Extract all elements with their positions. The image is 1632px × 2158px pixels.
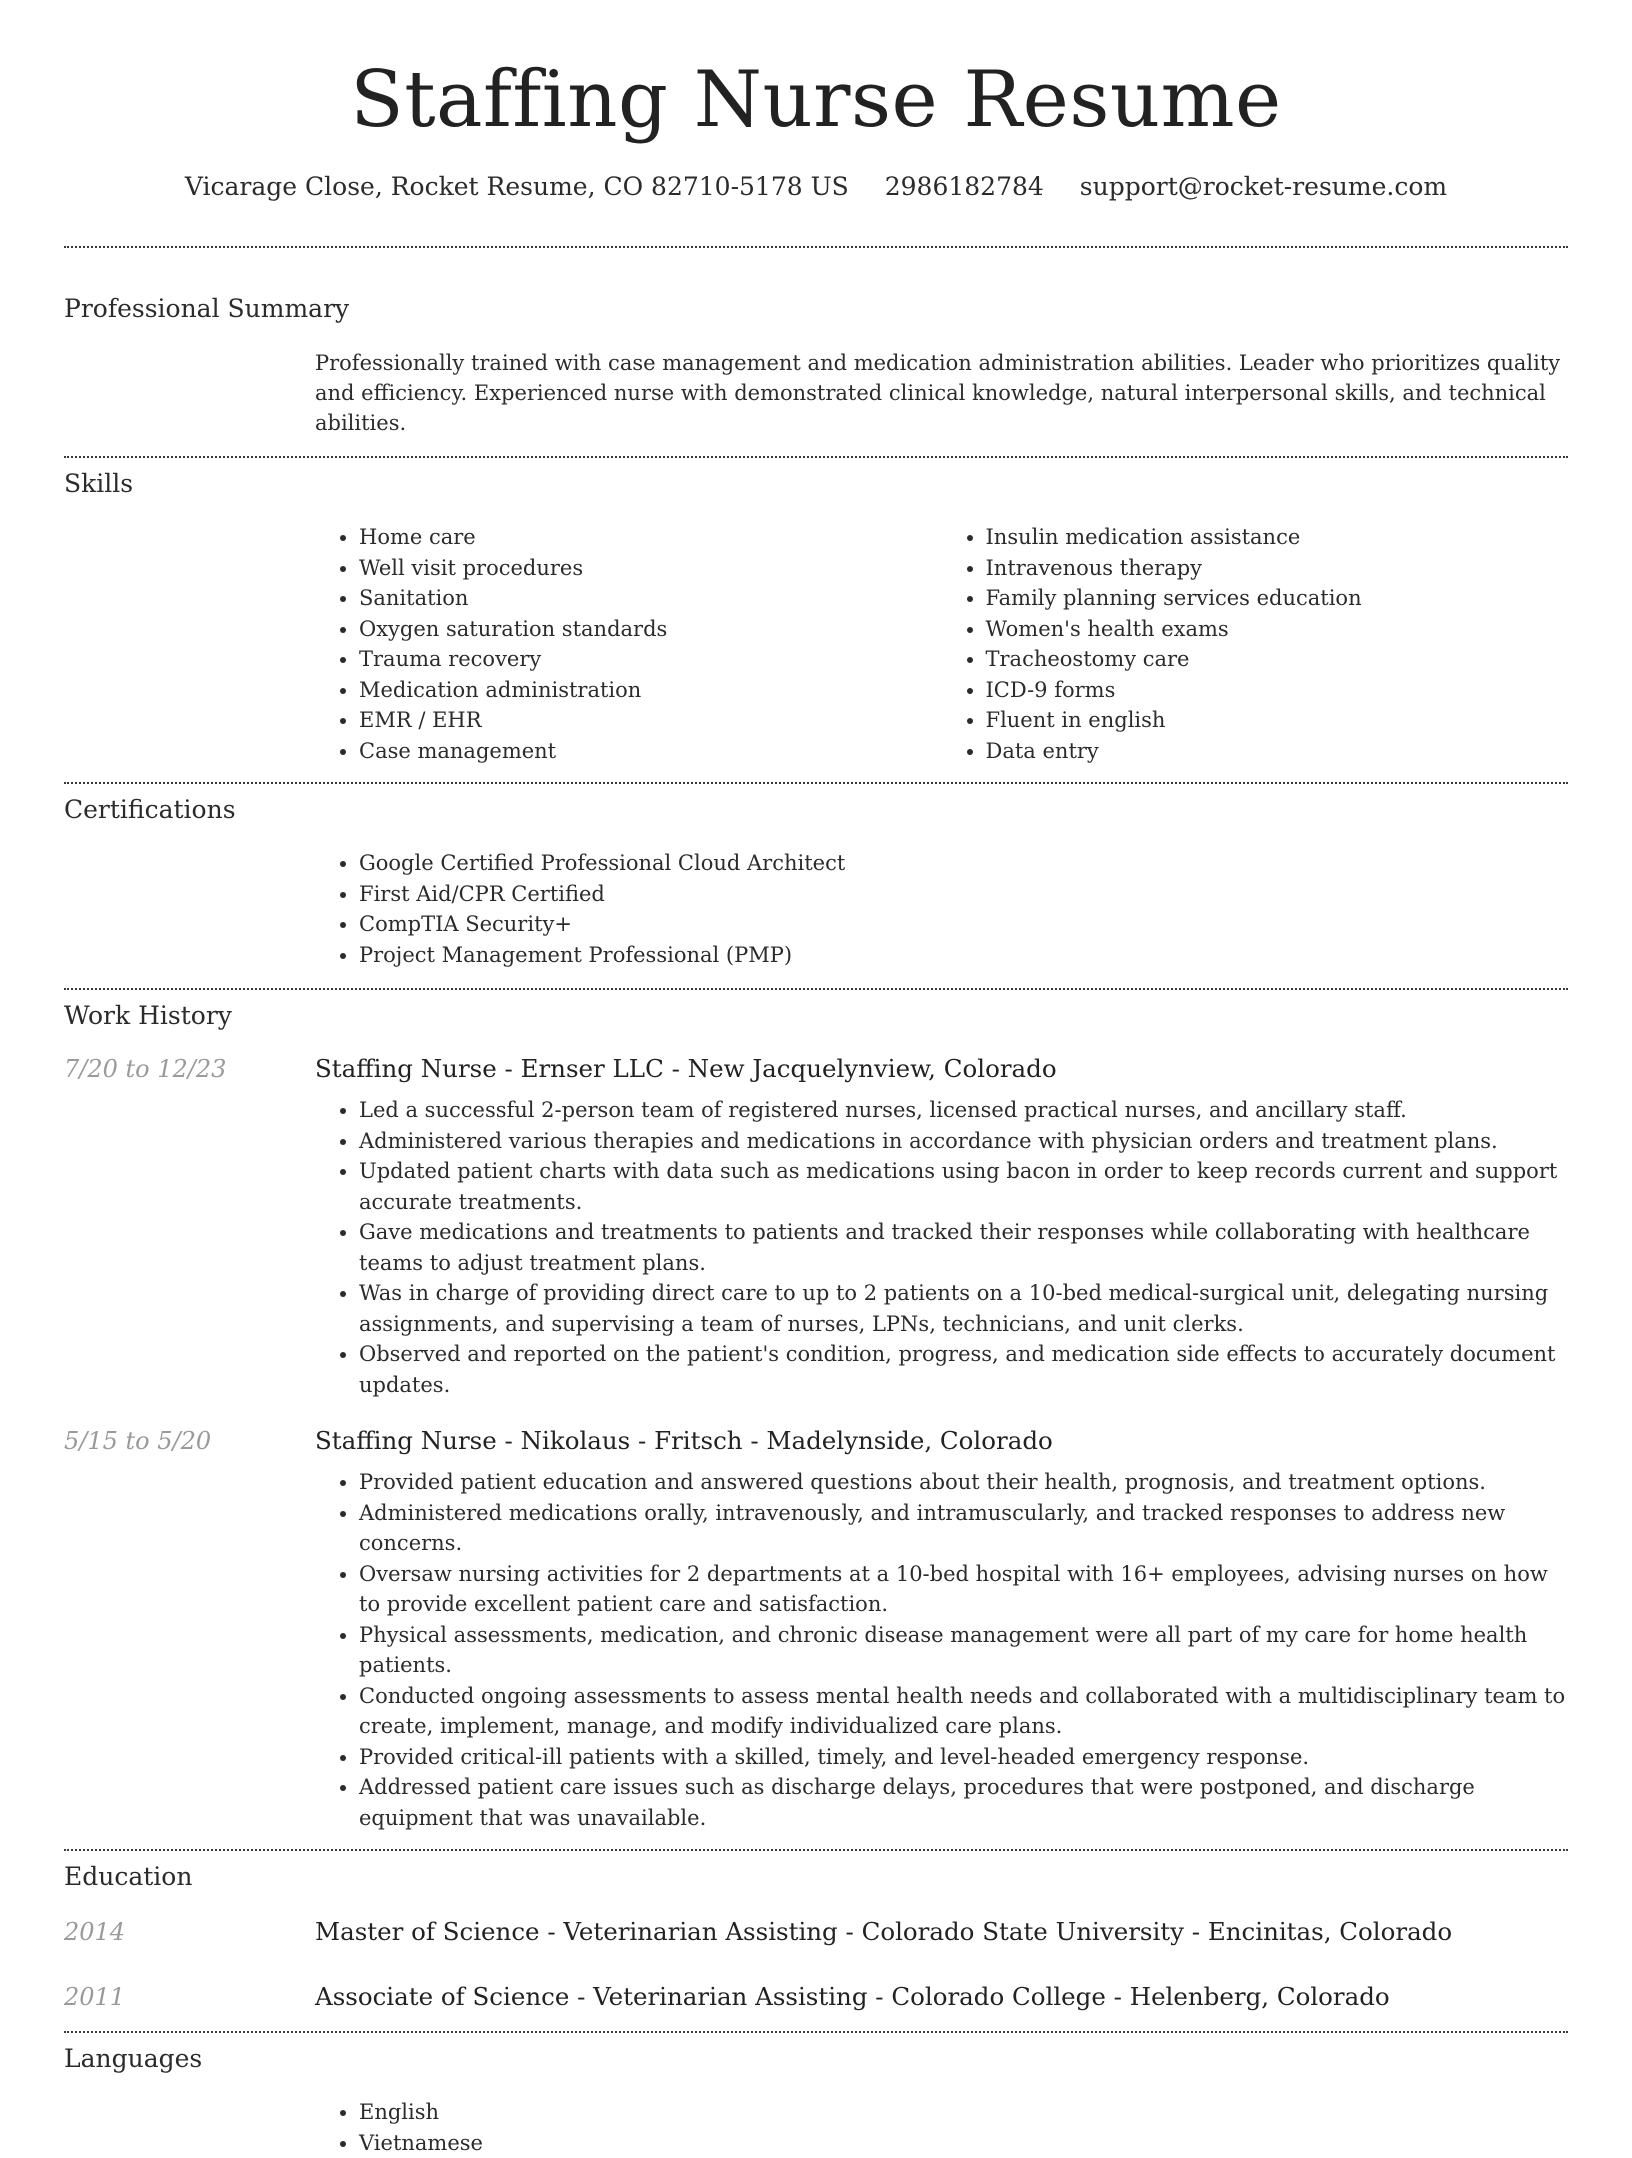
list-item: • Women's health exams [986,614,1569,645]
contact-line [64,170,1568,204]
work-history-heading: Work History [64,1000,1568,1032]
education-entry [64,1982,1568,2011]
list-item: • Provided critical-ill patients with a skilled, timely, and level-headed emergency response. [359,1742,1568,1773]
job-dates: 5/15 to 5/20 [64,1427,315,1455]
job-bullets [315,1095,1568,1400]
list-item: • Vietnamese [359,2128,1568,2158]
job-dates: 7/20 to 12/23 [64,1055,315,1083]
list-item: • Provided patient education and answered questions about their health, prognosis, and treatment options. [359,1467,1568,1498]
education-heading-line: Associate of Science - Veterinarian Assisting - Colorado College - Helenberg, Colorado [315,1982,1390,2011]
education-section [64,1861,1568,2011]
list-item: • Oversaw nursing activities for 2 departments at a 10-bed hospital with 16+ employees, advising nurses on how to provide excellent patient care and satisfaction. [359,1559,1568,1620]
list-item: • ICD-9 forms [986,675,1569,706]
list-item: • Was in charge of providing direct care to up to 2 patients on a 10-bed medical-surgical unit, delegating nursing assignments, and supervising a team of nurses, LPNs, technicians, and unit clerks. [359,1278,1568,1339]
list-item: • Tracheostomy care [986,644,1569,675]
contact-email: support@rocket-resume.com [1080,172,1447,201]
list-item: • Administered various therapies and medications in accordance with physician orders and treatment plans. [359,1126,1568,1157]
section-divider [64,1849,1568,1851]
list-item: • English [359,2097,1568,2128]
work-history-section [64,1000,1568,1833]
certifications-heading: Certifications [64,794,1568,826]
summary-heading: Professional Summary [64,293,1568,325]
job-header [64,1054,1568,1083]
list-item: • Conducted ongoing assessments to assess mental health needs and collaborated with a multidisciplinary team to create, implement, manage, and modify individualized care plans. [359,1681,1568,1742]
skills-body [315,522,1568,766]
job-header [64,1426,1568,1455]
certifications-list [315,848,1568,970]
section-divider [64,456,1568,458]
job-entry [64,1054,1568,1400]
list-item: • Project Management Professional (PMP) [359,940,1568,971]
resume-title: Staffing Nurse Resume [64,0,1568,148]
job-heading: Staffing Nurse - Ernser LLC - New Jacquelynview, Colorado [315,1054,1057,1083]
skills-list-right [942,522,1569,766]
languages-heading: Languages [64,2043,1568,2075]
languages-section [64,2043,1568,2158]
list-item: • Gave medications and treatments to patients and tracked their responses while collaborating with healthcare teams to adjust treatment plans. [359,1217,1568,1278]
summary-section [64,293,1568,438]
list-item: • Led a successful 2-person team of registered nurses, licensed practical nurses, and ancillary staff. [359,1095,1568,1126]
list-item: • Trauma recovery [359,644,942,675]
list-item: • Sanitation [359,583,942,614]
education-heading-line: Master of Science - Veterinarian Assisting - Colorado State University - Encinitas, Colorado [315,1917,1452,1946]
list-item: • Oxygen saturation standards [359,614,942,645]
section-divider [64,2031,1568,2033]
summary-body [315,348,1568,438]
list-item: • Updated patient charts with data such as medications using bacon in order to keep records current and support accurate treatments. [359,1156,1568,1217]
education-entry [64,1917,1568,1946]
skills-list-left [315,522,942,766]
education-year: 2014 [64,1918,315,1946]
skills-section [64,468,1568,766]
list-item: • Administered medications orally, intravenously, and intramuscularly, and tracked responses to address new concerns. [359,1498,1568,1559]
certifications-body [315,848,1568,970]
education-year: 2011 [64,1983,315,2011]
job-heading: Staffing Nurse - Nikolaus - Fritsch - Madelynside, Colorado [315,1426,1053,1455]
languages-list [315,2097,1568,2158]
job-details [315,1095,1568,1400]
list-item: • Insulin medication assistance [986,522,1569,553]
languages-body [315,2097,1568,2158]
list-item: • Home care [359,522,942,553]
skills-heading: Skills [64,468,1568,500]
list-item: • Google Certified Professional Cloud Architect [359,848,1568,879]
list-item: • Observed and reported on the patient's condition, progress, and medication side effects to accurately document updates. [359,1339,1568,1400]
job-details [315,1467,1568,1833]
certifications-section [64,794,1568,970]
contact-address: Vicarage Close, Rocket Resume, CO 82710-5178 US [185,172,849,201]
list-item: • First Aid/CPR Certified [359,879,1568,910]
list-item: • Well visit procedures [359,553,942,584]
summary-text: Professionally trained with case management and medication administration abilities. Leader who prioritizes quality and efficiency. Experienced nurse with demonstrated clinical knowledge, natural interpersonal skills, and technical abilities. [315,348,1568,438]
section-divider [64,246,1568,248]
list-item: • Data entry [986,736,1569,767]
list-item: • Addressed patient care issues such as discharge delays, procedures that were postponed, and discharge equipment that was unavailable. [359,1772,1568,1833]
section-divider [64,782,1568,784]
list-item: • Fluent in english [986,705,1569,736]
list-item: • Intravenous therapy [986,553,1569,584]
list-item: • Physical assessments, medication, and chronic disease management were all part of my care for home health patients. [359,1620,1568,1681]
list-item: • Case management [359,736,942,767]
section-divider [64,988,1568,990]
list-item: • CompTIA Security+ [359,909,1568,940]
job-bullets [315,1467,1568,1833]
list-item: • Medication administration [359,675,942,706]
list-item: • EMR / EHR [359,705,942,736]
contact-phone: 2986182784 [885,172,1044,201]
list-item: • Family planning services education [986,583,1569,614]
education-heading: Education [64,1861,1568,1893]
job-entry [64,1426,1568,1833]
